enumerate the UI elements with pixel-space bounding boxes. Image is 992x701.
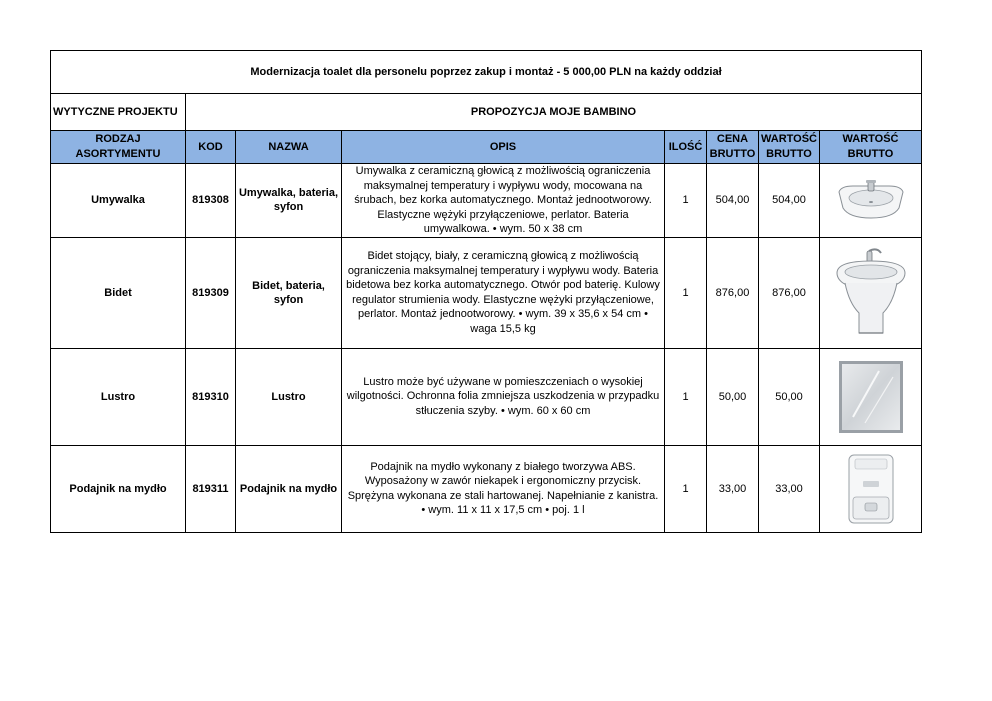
opis-line: perlator. Montaż jednootworowy. • wym. 39 x 35,6 x 54 cm • xyxy=(358,308,648,320)
header-kod: KOD xyxy=(186,131,236,164)
header-ilosc: ILOŚĆ xyxy=(665,131,707,164)
opis-line: ograniczenia maksymalnej temperatury i wypływu wody. Bateria xyxy=(347,264,659,277)
soap-dispenser-image xyxy=(820,445,922,532)
row-rodzaj: Lustro xyxy=(51,348,186,445)
header-cena-line2: BRUTTO xyxy=(709,148,756,160)
header-wartosc-image xyxy=(820,131,922,164)
table-row xyxy=(51,237,922,348)
opis-line: wilgotności. Ochronna folia zmniejsza uszkodzenia w przypadku xyxy=(346,390,660,403)
opis-line: Sprężyna wykonana ze stali hartowanej. Napełnianie z kanistra. xyxy=(347,489,659,502)
opis-line: bidetowa bez korka automatycznego. Otwór pod baterię. Kulowy xyxy=(346,279,660,291)
row-nazwa: Lustro xyxy=(236,348,342,445)
header-wartosc-image-line1: WARTOŚĆ xyxy=(842,133,899,145)
section-right: PROPOZYCJA MOJE BAMBINO xyxy=(186,94,922,131)
header-nazwa: NAZWA xyxy=(236,131,342,164)
row-nazwa-line1: Umywalka, bateria, xyxy=(238,187,339,200)
header-wartosc xyxy=(759,131,820,164)
row-rodzaj: Podajnik na mydło xyxy=(51,445,186,532)
opis-line: Bidet stojący, biały, z ceramiczną głowicą z możliwością xyxy=(367,250,639,262)
row-wartosc: 50,00 xyxy=(759,348,820,445)
row-nazwa-line2: syfon xyxy=(273,293,304,306)
row-opis xyxy=(342,445,665,532)
row-nazwa: Podajnik na mydło xyxy=(236,445,342,532)
row-nazwa-line1: Bidet, bateria, xyxy=(252,279,325,292)
section-left: WYTYCZNE PROJEKTU xyxy=(51,94,186,131)
row-opis xyxy=(342,164,665,238)
opis-line: śrubach, bez korka automatycznego. Montaż jednootworowy. xyxy=(354,194,652,206)
opis-line: Umywalka z ceramiczną głowicą z możliwością ograniczenia xyxy=(355,165,651,177)
opis-line: Wyposażony w zawór niekapek i ergonomiczny przycisk. xyxy=(364,475,642,487)
header-cena-line1: CENA xyxy=(716,133,749,145)
row-opis xyxy=(342,348,665,445)
row-kod: 819309 xyxy=(186,237,236,348)
header-rodzaj-line2: ASORTYMENTU xyxy=(75,148,161,160)
row-cena: 50,00 xyxy=(707,348,759,445)
row-nazwa xyxy=(236,164,342,238)
table-row xyxy=(51,348,922,445)
opis-line: umywalkowa. • wym. 50 x 38 cm xyxy=(423,223,583,235)
row-cena: 33,00 xyxy=(707,445,759,532)
row-ilosc: 1 xyxy=(665,237,707,348)
page-title: Modernizacja toalet dla personelu poprzez zakup i montaż - 5 000,00 PLN na każdy oddział xyxy=(51,51,922,94)
opis-line: • wym. 11 x 11 x 17,5 cm • poj. 1 l xyxy=(421,504,585,516)
row-cena: 504,00 xyxy=(707,164,759,238)
row-nazwa-line2: syfon xyxy=(273,201,304,214)
header-wartosc-image-line2: BRUTTO xyxy=(847,148,894,160)
row-opis xyxy=(342,237,665,348)
header-wartosc-line1: WARTOŚĆ xyxy=(760,133,818,145)
mirror-image xyxy=(820,348,922,445)
table-row xyxy=(51,164,922,238)
row-kod: 819308 xyxy=(186,164,236,238)
opis-line: Podajnik na mydło wykonany z białego tworzywa ABS. xyxy=(370,460,636,473)
row-rodzaj: Umywalka xyxy=(51,164,186,238)
header-rodzaj xyxy=(51,131,186,164)
row-wartosc: 504,00 xyxy=(759,164,820,238)
bidet-image xyxy=(820,237,922,348)
opis-line: Lustro może być używane w pomieszczeniach o wysokiej xyxy=(363,375,643,388)
header-row xyxy=(51,131,922,164)
header-rodzaj-line1: RODZAJ xyxy=(95,133,141,145)
opis-line: waga 15,5 kg xyxy=(470,322,536,335)
row-kod: 819311 xyxy=(186,445,236,532)
row-wartosc: 33,00 xyxy=(759,445,820,532)
opis-line: regulator strumienia wody. Elastyczne wężyki przyłączeniowe, xyxy=(352,293,654,306)
row-rodzaj: Bidet xyxy=(51,237,186,348)
row-nazwa xyxy=(236,237,342,348)
row-cena: 876,00 xyxy=(707,237,759,348)
opis-line: stłuczenia szyby. • wym. 60 x 60 cm xyxy=(415,404,591,417)
header-cena xyxy=(707,131,759,164)
opis-line: Elastyczne wężyki przyłączeniowe, perlator. Bateria xyxy=(377,208,629,221)
row-ilosc: 1 xyxy=(665,164,707,238)
washbasin-image xyxy=(820,164,922,238)
row-wartosc: 876,00 xyxy=(759,237,820,348)
table-row xyxy=(51,445,922,532)
header-wartosc-line2: BRUTTO xyxy=(766,148,812,160)
offer-table xyxy=(50,50,922,533)
row-ilosc: 1 xyxy=(665,348,707,445)
row-kod: 819310 xyxy=(186,348,236,445)
header-opis: OPIS xyxy=(342,131,665,164)
row-ilosc: 1 xyxy=(665,445,707,532)
opis-line: maksymalnej temperatury i wypływu wody, mocowana na xyxy=(363,179,643,192)
